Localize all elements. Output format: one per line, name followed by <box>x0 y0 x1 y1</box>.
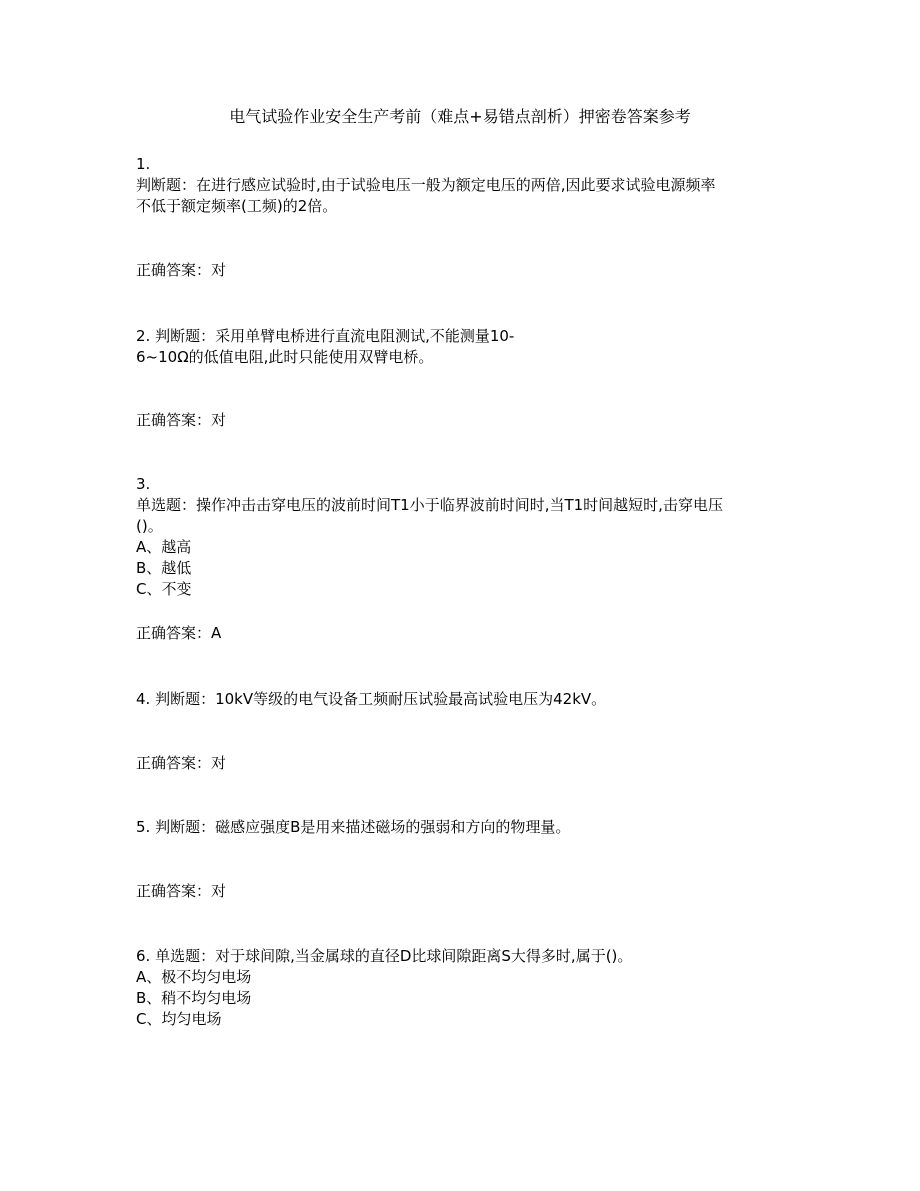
question-5 <box>136 817 786 838</box>
option-a: A、极不均匀电场 <box>136 968 252 986</box>
option-a: A、越高 <box>136 538 192 556</box>
option-c: C、不变 <box>136 580 192 598</box>
question-text-line: 4. 判断题：10kV等级的电气设备工频耐压试验最高试验电压为42kV。 <box>136 690 607 708</box>
answer-3: 正确答案：A <box>136 624 222 642</box>
question-number: 1. <box>136 155 151 173</box>
option-b: B、越低 <box>136 559 192 577</box>
document-title: 电气试验作业安全生产考前（难点+易错点剖析）押密卷答案参考 <box>229 107 691 126</box>
answer-1: 正确答案：对 <box>136 261 227 279</box>
question-text-line: 单选题：操作冲击击穿电压的波前时间T1小于临界波前时间时,当T1时间越短时,击穿电压 <box>136 496 723 514</box>
question-6 <box>136 946 786 1030</box>
question-text-line: ()。 <box>136 517 163 535</box>
question-4 <box>136 689 786 710</box>
question-1 <box>136 154 786 217</box>
answer-5: 正确答案：对 <box>136 882 227 900</box>
question-text-line: 5. 判断题：磁感应强度B是用来描述磁场的强弱和方向的物理量。 <box>136 818 571 836</box>
question-text-line: 2. 判断题：采用单臂电桥进行直流电阻测试,不能测量10- <box>136 327 515 345</box>
question-2 <box>136 326 786 368</box>
question-text-line: 判断题：在进行感应试验时,由于试验电压一般为额定电压的两倍,因此要求试验电源频率 <box>136 176 716 194</box>
question-3 <box>136 474 786 600</box>
question-text-line: 不低于额定频率(工频)的2倍。 <box>136 197 338 215</box>
question-text-line: 6~10Ω的低值电阻,此时只能使用双臂电桥。 <box>136 348 434 366</box>
answer-4: 正确答案：对 <box>136 754 227 772</box>
answer-2: 正确答案：对 <box>136 411 227 429</box>
option-c: C、均匀电场 <box>136 1010 222 1028</box>
option-b: B、稍不均匀电场 <box>136 989 252 1007</box>
question-number: 3. <box>136 475 151 493</box>
question-text-line: 6. 单选题：对于球间隙,当金属球的直径D比球间隙距离S大得多时,属于()。 <box>136 947 633 965</box>
